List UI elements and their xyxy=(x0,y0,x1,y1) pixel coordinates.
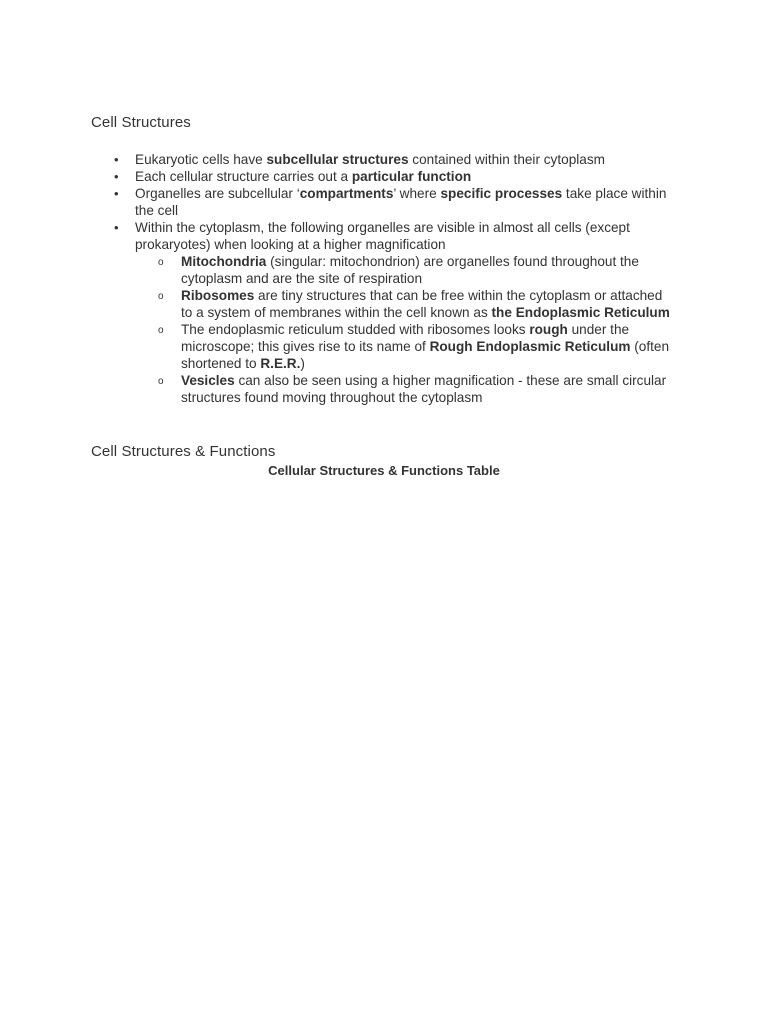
sub-item-mitochondria: o Mitochondria (singular: mitochondrion) are organelles found throughout the cytoplasm and are the site of respiration xyxy=(0,253,676,287)
table-caption: Cellular Structures & Functions Table xyxy=(268,463,500,478)
sub-item-ribosomes: o Ribosomes are tiny structures that can be free within the cytoplasm or attached to a system of membranes within the cell known as the Endoplasmic Reticulum xyxy=(0,287,676,321)
bullet-item-cytoplasm-organelles: • Within the cytoplasm, the following organelles are visible in almost all cells (except prokaryotes) when looking at a higher magnification o Mitochondria (singular: mitochondrion) are organelles found throughout the cytoplasm and are the site of respiration o Ribosomes are tiny structures that can be free within the cytoplasm or attached to a system of membranes within the cell known as the Endoplasmic Reticulum o The endoplasmic reticulum studded with ribosomes looks rough under the microscope; this gives rise to its name of Rough Endoplasmic Reticulum (often shortened to R.E.R.) o Vesicles can also be seen using a higher magnification - these are small circular structures found moving throughout the cytoplasm xyxy=(0,219,675,406)
sub-item-rough-er: o The endoplasmic reticulum studded with ribosomes looks rough under the microscope; this gives rise to its name of Rough Endoplasmic Reticulum (often shortened to R.E.R.) xyxy=(0,321,676,372)
bullet-item-compartments: • Organelles are subcellular ‘compartments’ where specific processes take place within the cell xyxy=(0,185,675,219)
section-heading-cell-structures: Cell Structures xyxy=(91,114,191,131)
bullet-item-particular-function: • Each cellular structure carries out a particular function xyxy=(0,168,675,185)
bullet-item-subcellular-structures: • Eukaryotic cells have subcellular structures contained within their cytoplasm xyxy=(0,151,675,168)
organelles-sub-list xyxy=(135,253,675,406)
cell-structures-bullet-list xyxy=(0,151,768,406)
section-heading-cell-structures-functions: Cell Structures & Functions xyxy=(91,443,276,460)
sub-item-vesicles: o Vesicles can also be seen using a higher magnification - these are small circular structures found moving throughout the cytoplasm xyxy=(0,372,676,406)
